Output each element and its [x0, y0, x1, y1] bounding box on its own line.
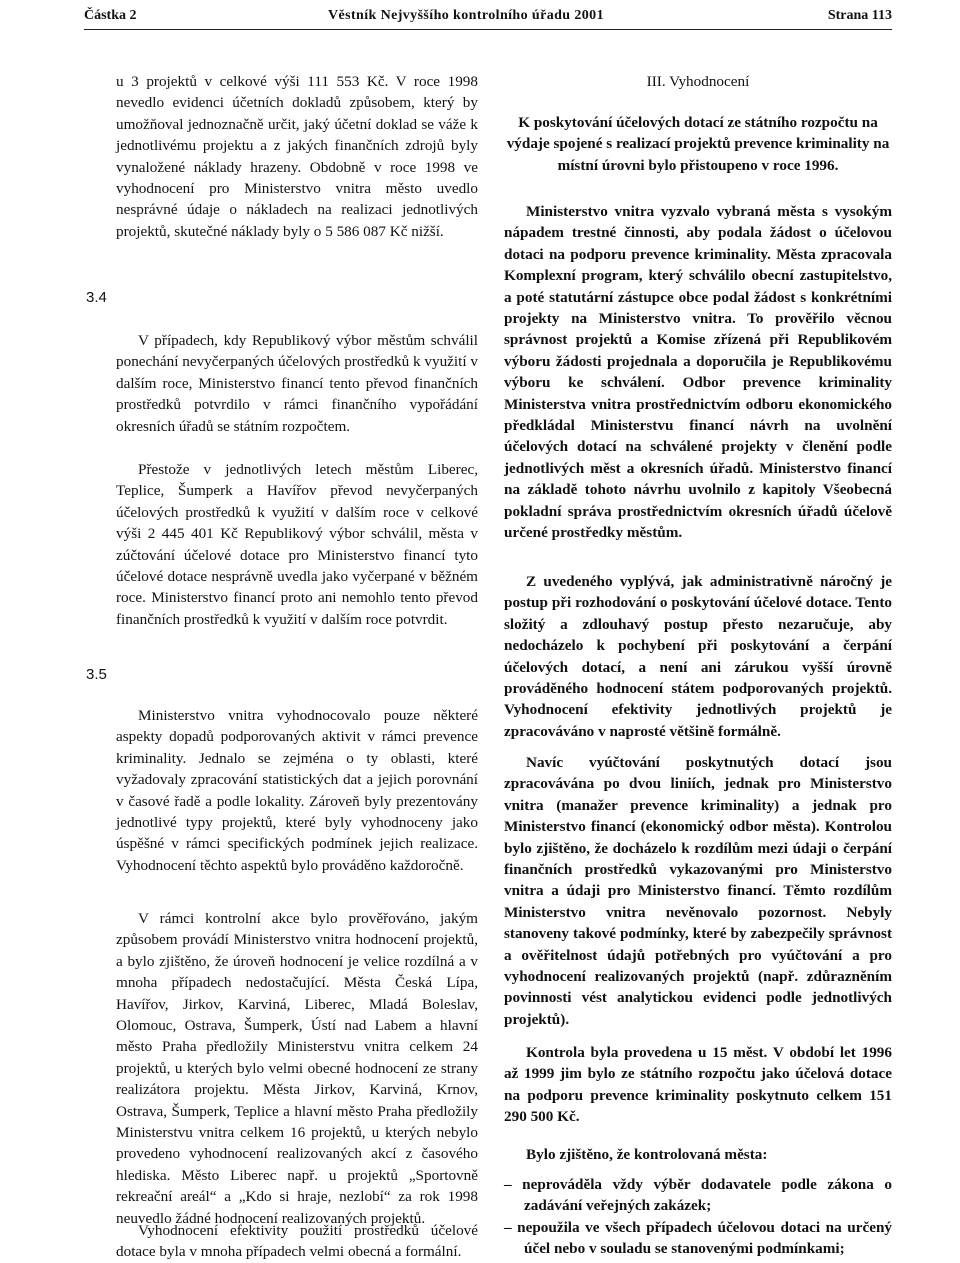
left-paragraph-2: [116, 459, 478, 630]
paragraph-text: Ministerstvo vnitra vyzvalo vybraná města s vysokým nápadem trestné činnosti, aby podala žádost o účelovou dotaci na podporu prevence kriminality. Města zpracovala Komplexní program, který schválilo obecní zastupitelstvo, a poté statutární zástupce obce podal žádost s konkrétními projekty na Ministerstvo vnitra. To prověřilo věcnou správnost projektů a Komise zřízená při Republikovém výboru žádosti projednala a doporučila je Republikovému výboru ke schválení. Odbor prevence kriminality Ministerstva vnitra prostřednictvím odboru ekonomického předkládal Ministerstvu financí návrh na uvolnění účelových dotací na schválené projekty v členění podle jednotlivých měst a okresních úřadů. Ministerstvo financí na základě tohoto návrhu uvolnilo z kapitoly Všeobecná pokladní správa prostřednictvím okresních úřadů účelově určené prostředky městům.: [504, 203, 892, 542]
right-paragraph-3: [504, 752, 892, 1030]
right-paragraph-2: [504, 571, 892, 742]
page-header: [84, 6, 892, 28]
section-lead: [504, 112, 892, 176]
paragraph-text: Ministerstvo vnitra vyhodnocovalo pouze některé aspekty dopadů podporovaných aktivit v rámci prevence kriminality. Jednalo se zejména o ty oblasti, které vyžadovaly zpracování statistických dat a jejich porovnání v časové řadě a podle lokality. Zároveň byly prezentovány jednotlivé typy projektů, které byly vyhodnoceny jako úspěšné v rámci specifických podmínek jejich realizace. Vyhodnocení těchto aspektů bylo prováděno každoročně.: [116, 707, 478, 874]
header-page-number: Strana 113: [827, 8, 892, 23]
paragraph-text: Bylo zjištěno, že kontrolovaná města:: [526, 1146, 768, 1163]
left-paragraph-0: [116, 71, 478, 242]
header-issue: Částka 2: [84, 8, 137, 23]
left-paragraph-1: [116, 330, 478, 437]
heading-text: III. Vyhodnocení: [646, 73, 750, 90]
findings-list: [504, 1174, 892, 1260]
lead-text: K poskytování účelových dotací ze státního rozpočtu na výdaje spojené s realizací projektů prevence kriminality na místní úrovni bylo přistoupeno v roce 1996.: [506, 114, 890, 174]
paragraph-text: Kontrola byla provedena u 15 měst. V období let 1996 až 1999 jim bylo ze státního rozpočtu jako účelová dotace na podporu prevence kriminality poskytnuto celkem 151 290 500 Kč.: [504, 1044, 892, 1126]
section-number-3-5: 3.5: [86, 666, 107, 683]
paragraph-text: V rámci kontrolní akce bylo prověřováno, jakým způsobem provádí Ministerstvo vnitra hodnocení projektů, a bylo zjištěno, že úroveň hodnocení je velice rozdílná a v mnoha případech nedostačující. Města Česká Lípa, Havířov, Jirkov, Karviná, Liberec, Mladá Boleslav, Olomouc, Ostrava, Šumperk, Ústí nad Labem a hlavní město Praha předložily Ministerstvu vnitra celkem 24 projektů, u kterých bylo velmi obecné hodnocení ze strany realizátora projektu. Města Jirkov, Karviná, Krnov, Ostrava, Šumperk, Teplice a hlavní město Praha předložily Ministerstvu vnitra celkem 16 projektů, u kterých nebylo provedeno vyhodnocení realizovaných akcí z časového hlediska. Město Liberec např. u projektů „Sportovně rekreační areál“ a „Kdo si hraje, nezlobí“ za rok 1998 neuvedlo žádné hodnocení realizovaných projektů.: [116, 910, 478, 1227]
list-item: – nepoužila ve všech případech účelovou dotaci na určený účel nebo v souladu se stanovenými podmínkami;: [504, 1218, 892, 1258]
paragraph-text: Navíc vyúčtování poskytnutých dotací jsou zpracovávána po dvou liniích, jednak pro Ministerstvo vnitra (manažer prevence kriminality) a jednak pro Ministerstvo financí (ekonomický odbor města). Kontrolou bylo zjištěno, že docházelo k rozdílům mezi údaji o čerpání finančních prostředků vykazovanými pro Ministerstvo vnitra a údaji pro Ministerstvo financí. Těmto rozdílům Ministerstvo vnitra nevěnovalo pozornost. Nebyly stanoveny takové podmínky, které by zabezpečily správnost a ověřitelnost údajů potřebných pro vyúčtování a pro vyhodnocení realizovaných projektů (např. zdůrazněním povinnosti vést analytickou evidenci podle jednotlivých projektů).: [504, 754, 892, 1028]
paragraph-text: Přestože v jednotlivých letech městům Liberec, Teplice, Šumperk a Havířov převod nevyčerpaných účelových prostředků k využití v dalším roce v celkové výši 2 445 401 Kč Republikový výbor schválil, města v zúčtování účelové dotace pro Ministerstvo financí tyto účelové dotace nesprávně uvedla jako vyčerpané v běžném roce. Ministerstvo financí proto ani nemohlo tento převod finančních prostředků k využití v dalším roce potvrdit.: [116, 461, 478, 628]
paragraph-text: Vyhodnocení efektivity použití prostředků účelové dotace byla v mnoha případech velmi obecná a formální.: [116, 1222, 478, 1261]
paragraph-text: V případech, kdy Republikový výbor městům schválil ponechání nevyčerpaných účelových prostředků k využití v dalším roce, Ministerstvo financí tento převod finančních prostředků potvrdilo v rámci finančního vypořádání okresních úřadů se státním rozpočtem.: [116, 332, 478, 435]
right-paragraph-4: [504, 1042, 892, 1128]
section-number-3-4: 3.4: [86, 289, 107, 306]
right-paragraph-1: [504, 201, 892, 544]
section-title: [504, 71, 892, 92]
paragraph-text: Z uvedeného vyplývá, jak administrativně náročný je postup při rozhodování o poskytování účelové dotace. Tento složitý a zdlouhavý postup přesto nezaručuje, aby nedocházelo k pochybení při poskytování a čerpání účelových dotací, a není ani zárukou vyšší úrovně prováděného hodnocení státem podporovaných projektů. Vyhodnocení efektivity jednotlivých projektů je zpracováváno v naprosté většině formálně.: [504, 573, 892, 740]
left-paragraph-4: [116, 908, 478, 1229]
list-item: – neprováděla vždy výběr dodavatele podle zákona o zadávání veřejných zakázek;: [504, 1176, 892, 1215]
right-paragraph-5: [504, 1144, 892, 1165]
header-rule: [84, 29, 892, 30]
left-paragraph-3: [116, 705, 478, 876]
left-paragraph-5: [116, 1220, 478, 1263]
paragraph-text: u 3 projektů v celkové výši 111 553 Kč. V roce 1998 nevedlo evidenci účetních dokladů způsobem, který by umožňoval jednoznačně určit, jaký účetní doklad se váže k jednotlivému projektu a z jakých finančních zdrojů byly vynaložené náklady hrazeny. Obdobně v roce 1998 ve vyhodnocení pro Ministerstvo vnitra město uvedlo nesprávné údaje o nákladech na realizaci jednotlivých projektů, skutečné náklady byly o 5 586 087 Kč nižší.: [116, 73, 478, 240]
header-journal-title: Věstník Nejvyššího kontrolního úřadu 2001: [328, 8, 604, 23]
